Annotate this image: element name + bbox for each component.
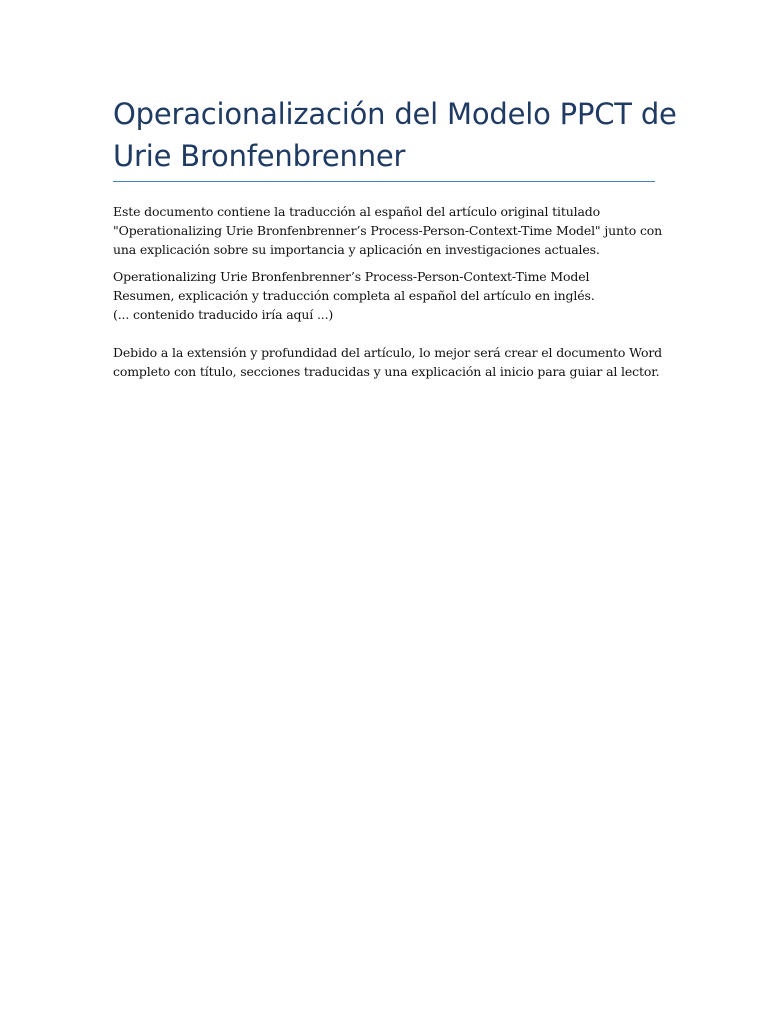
title-line-2: Urie Bronfenbrenner: [113, 139, 406, 173]
title-line-1: Operacionalización del Modelo PPCT de: [113, 97, 677, 131]
title-divider: [113, 181, 655, 182]
intro-line-2: "Operationalizing Urie Bronfenbrenner’s Process-Person-Context-Time Model" junto con: [113, 223, 663, 238]
intro-paragraph: [113, 202, 663, 259]
closing-line-1: Debido a la extensión y profundidad del artículo, lo mejor será crear el documento Word: [113, 345, 662, 360]
body-line-3: (... contenido traducido iría aquí ...): [113, 307, 334, 322]
document-title: [113, 93, 677, 181]
intro-line-3: una explicación sobre su importancia y aplicación en investigaciones actuales.: [113, 242, 600, 257]
body-line-2: Resumen, explicación y traducción completa al español del artículo en inglés.: [113, 288, 595, 303]
body-line-1: Operationalizing Urie Bronfenbrenner’s Process-Person-Context-Time Model: [113, 269, 590, 284]
blank-line: [113, 324, 657, 343]
body-paragraph: [113, 267, 662, 381]
intro-line-1: Este documento contiene la traducción al español del artículo original titulado: [113, 204, 601, 219]
document-body: [113, 93, 677, 389]
closing-line-2: completo con título, secciones traducidas y una explicación al inicio para guiar al lector.: [113, 364, 660, 379]
